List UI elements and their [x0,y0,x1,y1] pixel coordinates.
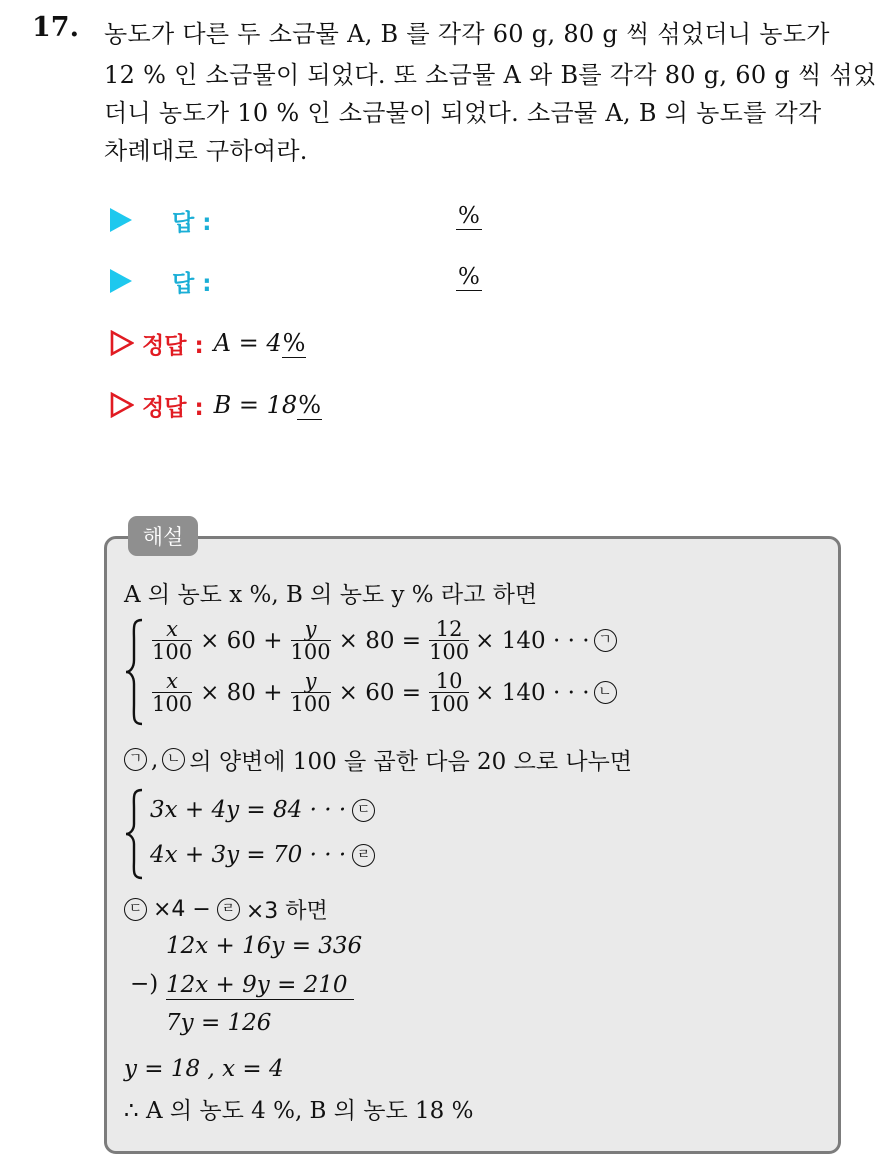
play-icon [110,208,132,232]
outline-triangle-icon [110,330,134,356]
question-number: 17. [32,12,79,43]
solution-result: y = 18 , x = 4 [124,1056,284,1082]
fraction: $\frac{y}{100}$ [290,617,331,664]
outline-triangle-icon [110,392,134,418]
circled-mark: ㄴ [594,681,617,704]
solution-intro: A 의 농도 x %, B 의 농도 y % 라고 하면 [124,582,538,608]
question-line-4: 차례대로 구하여라. [104,137,308,165]
circled-mark: ㄴ [162,748,185,771]
solution-step-1: ㄱ , ㄴ 의 양변에 100 을 곱한 다음 20 으로 나누면 [124,743,632,776]
fraction: $\frac{10}{100}$ [429,669,470,716]
question-line-3: 더니 농도가 10 % 인 소금물이 되었다. 소금물 A, B 의 농도를 각각 [104,99,822,127]
system-equation-4: 4x + 3y = 70 · · · ㄹ [150,842,375,868]
answer-label: 답 : [172,270,212,297]
answer-row-2[interactable] [110,264,480,298]
answer-label: 답 : [172,209,212,236]
circled-mark: ㄱ [124,748,147,771]
system-brace [124,618,146,726]
answer-row-1[interactable] [110,203,480,237]
circled-mark: ㄹ [217,898,240,921]
correct-value: B = 18 [213,391,298,419]
fraction: $\frac{x}{100}$ [152,617,193,664]
correct-label: 정답 : [142,394,204,421]
calc-line-1: 12x + 16y = 336 [166,933,363,959]
correct-label: 정답 : [142,332,204,359]
equation-1: $\frac{x}{100}$ × 60 + $\frac{y}{100}$ × 80 = $\frac{12}{100}$ × 140 · · · ㄱ [150,618,617,663]
solution-conclusion: ∴ A 의 농도 4 %, B 의 농도 18 % [124,1098,474,1124]
fraction: $\frac{y}{100}$ [290,669,331,716]
equation-2: $\frac{x}{100}$ × 80 + $\frac{y}{100}$ × 60 = $\frac{10}{100}$ × 140 · · · ㄴ [150,670,617,715]
system-equation-3: 3x + 4y = 84 · · · ㄷ [150,797,375,823]
calc-minus: −) [130,971,159,997]
calc-line-2: 12x + 9y = 210 [166,971,354,1000]
answer-unit: % [458,203,480,229]
circled-mark: ㄹ [352,844,375,867]
calc-line-3: 7y = 126 [166,1010,272,1036]
play-icon [110,269,132,293]
question-line-2: 12 % 인 소금물이 되었다. 또 소금물 A 와 B를 각각 80 g, 60 g 씩 섞었 [104,61,877,89]
correct-unit: % [298,390,322,419]
correct-value: A = 4 [213,329,282,357]
solution-step-2: ㄷ ×4 − ㄹ ×3 하면 [124,894,328,925]
system-brace [124,788,146,880]
correct-answer-row-2 [110,387,322,423]
circled-mark: ㄷ [352,799,375,822]
circled-mark: ㄷ [124,898,147,921]
fraction: $\frac{12}{100}$ [429,617,470,664]
correct-answer-row-1 [110,325,306,361]
question-line-1: 농도가 다른 두 소금물 A, B 를 각각 60 g, 80 g 씩 섞었더니 농도가 [104,20,830,48]
fraction: $\frac{x}{100}$ [152,669,193,716]
answer-unit: % [458,264,480,290]
correct-unit: % [282,328,306,357]
circled-mark: ㄱ [594,629,617,652]
solution-tab: 해설 [128,516,198,556]
